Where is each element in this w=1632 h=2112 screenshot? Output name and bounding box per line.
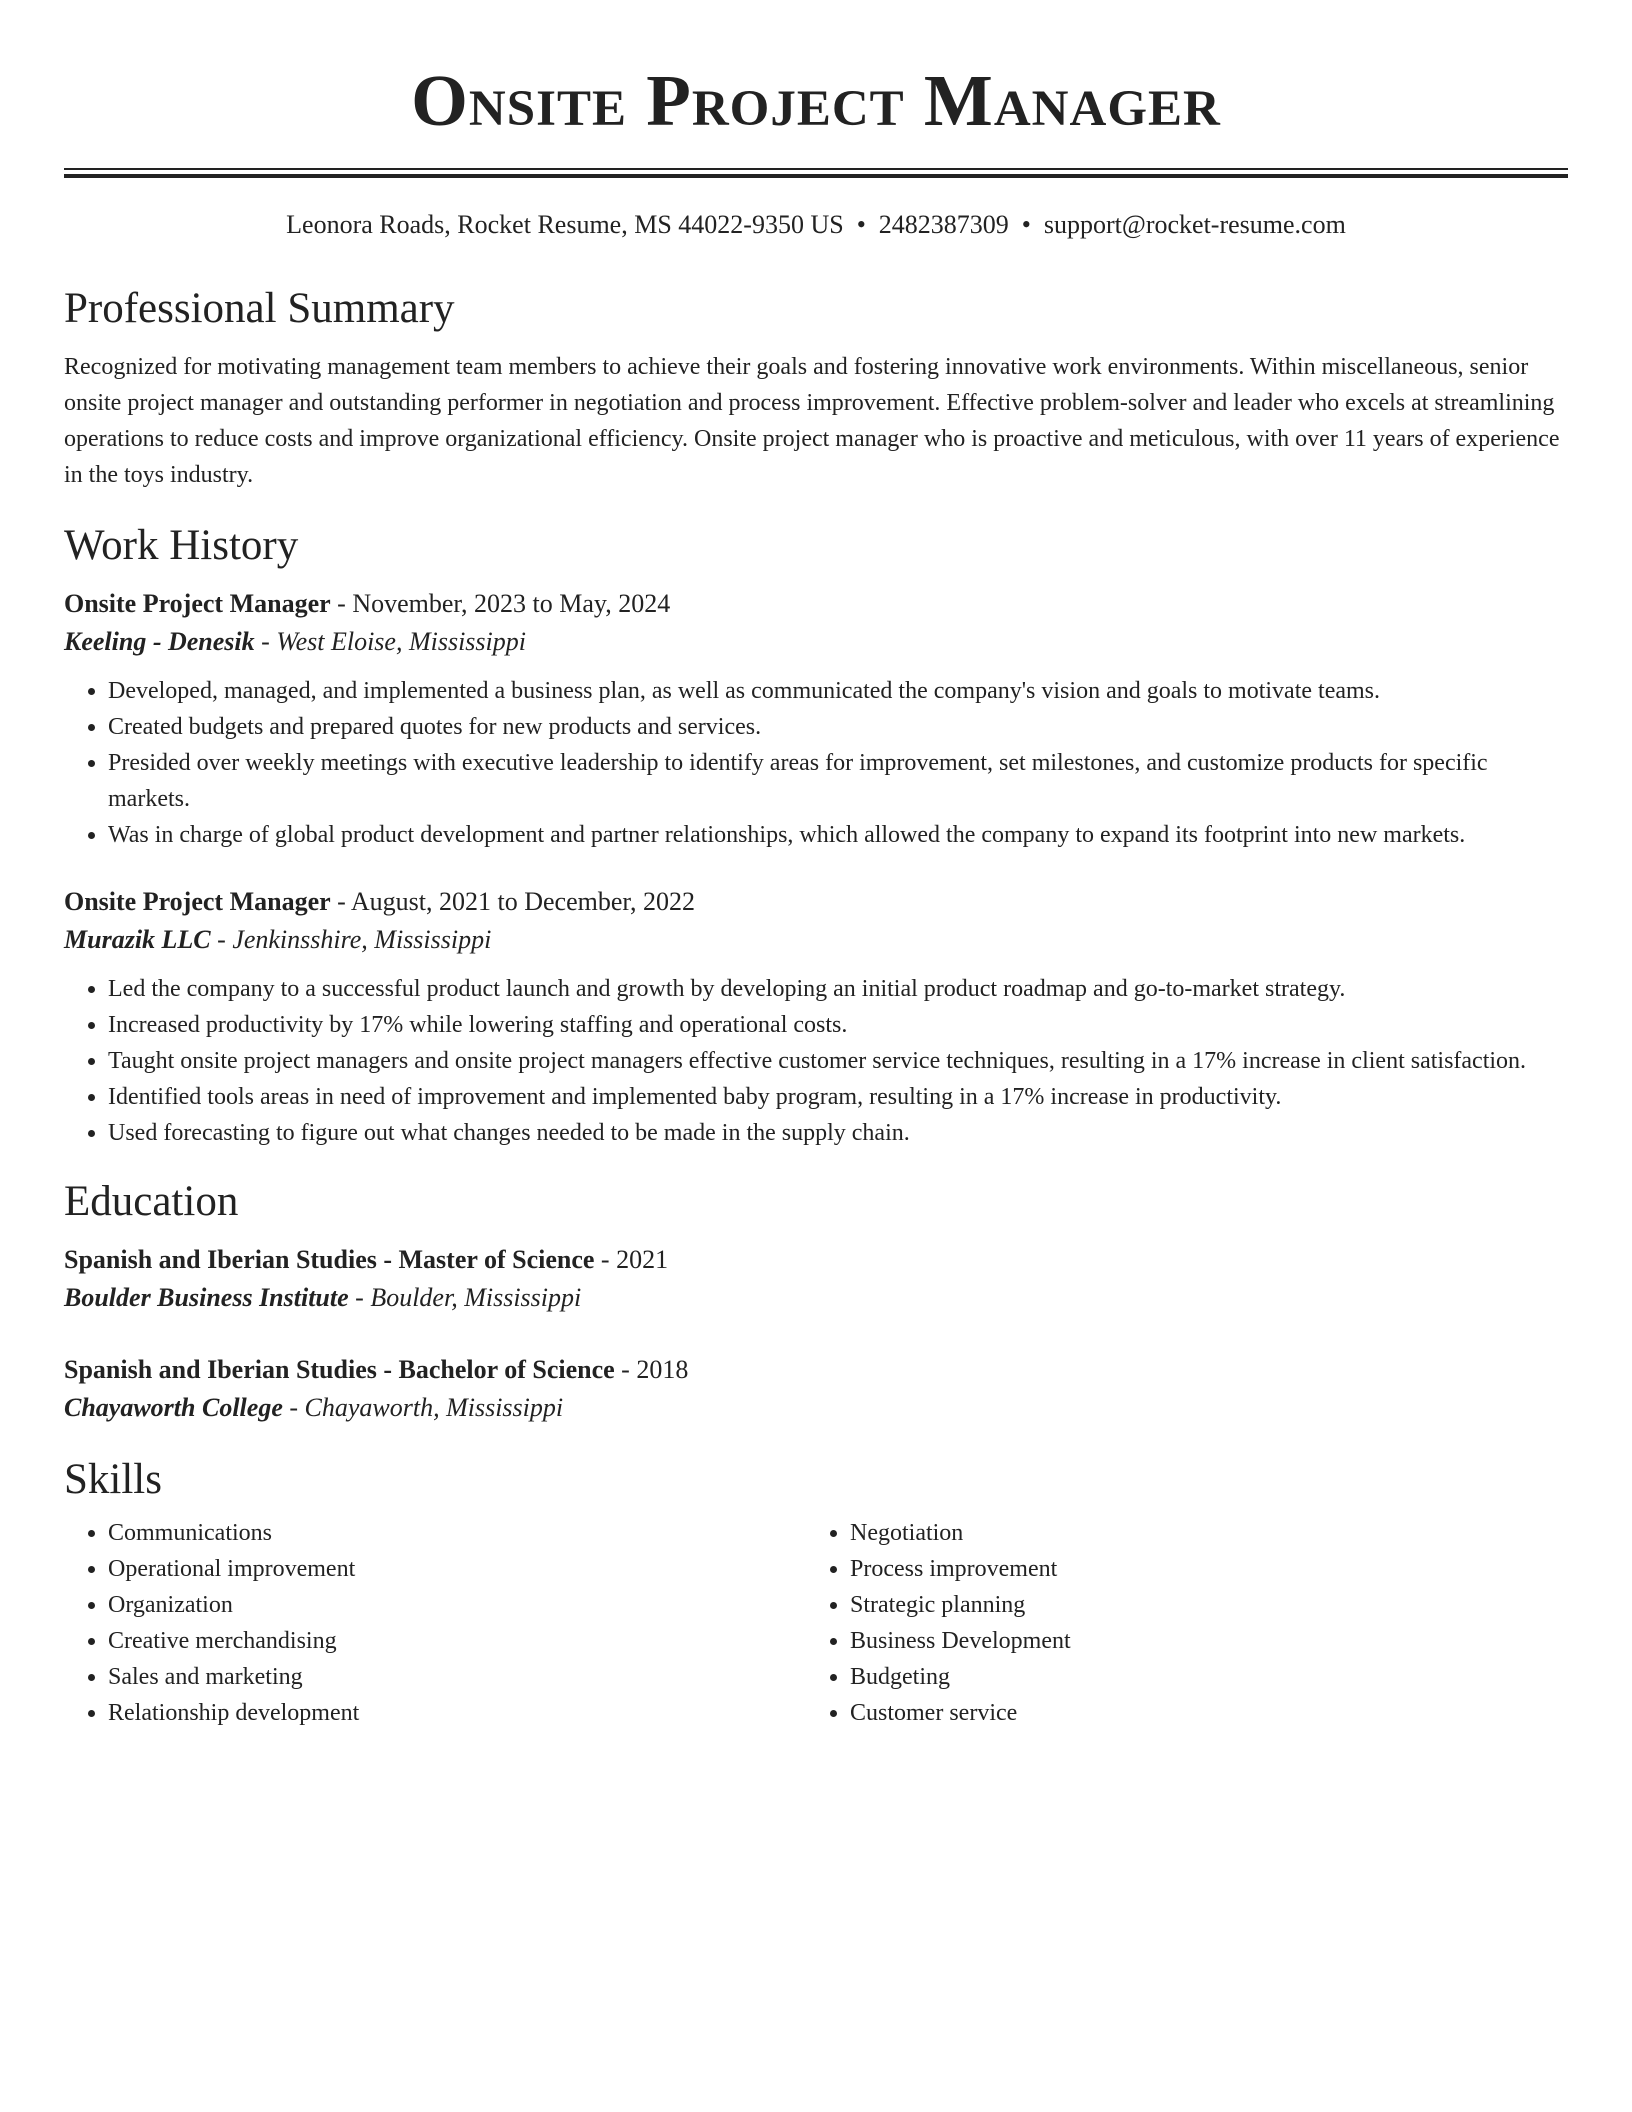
skill-item: • Budgeting [850,1659,1548,1695]
job-dates: - August, 2021 to December, 2022 [330,887,695,916]
job-employer [64,623,1568,661]
job-role: Onsite Project Manager [64,589,331,618]
skills-list-left [64,1515,806,1731]
section-title-summary: Professional Summary [64,285,455,332]
skill-item: • Negotiation [850,1515,1548,1551]
job-location: - Jenkinsshire, Mississippi [210,925,492,954]
education-year: - 2018 [614,1355,689,1384]
job-entry [64,883,1568,1151]
skill-item: • Creative merchandising [108,1623,806,1659]
skill-item: • Relationship development [108,1695,806,1731]
education-school: Boulder Business Institute [64,1283,349,1312]
skill-item: • Operational improvement [108,1551,806,1587]
section-title-work-history: Work History [64,522,299,569]
job-bullet: • Presided over weekly meetings with executive leadership to identify areas for improvement, set milestones, and customize products for specific markets. [108,745,1568,817]
skill-item: • Strategic planning [850,1587,1548,1623]
job-company: Keeling - Denesik [64,627,255,656]
job-role: Onsite Project Manager [64,887,331,916]
summary-text: Recognized for motivating management team members to achieve their goals and fostering innovative work environments. Within miscellaneous, senior onsite project manager and outstanding performer in negotiation and process improvement. Effective problem-solver and leader who excels at streamlining operations to reduce costs and improve organizational efficiency. Onsite project manager who is proactive and meticulous, with over 11 years of experience in the toys industry. [64,354,1560,488]
skill-item: • Business Development [850,1623,1548,1659]
education-entry [64,1241,1568,1317]
skills-columns [64,1515,1568,1731]
section-title-skills: Skills [64,1456,162,1503]
job-bullet: • Used forecasting to figure out what changes needed to be made in the supply chain. [108,1115,1568,1151]
education-school-line [64,1279,1568,1317]
skill-item: • Organization [108,1587,806,1623]
header-divider [64,168,1568,178]
job-location: - West Eloise, Mississippi [254,627,526,656]
job-company: Murazik LLC [64,925,211,954]
job-bullet: • Increased productivity by 17% while lowering staffing and operational costs. [108,1007,1568,1043]
education-entry [64,1351,1568,1427]
education-degree: Spanish and Iberian Studies - Master of Science [64,1245,595,1274]
job-bullet: • Identified tools areas in need of improvement and implemented baby program, resulting in a 17% increase in productivity. [108,1079,1568,1115]
contact-separator: • [1021,210,1031,239]
job-employer [64,921,1568,959]
skill-item: • Communications [108,1515,806,1551]
job-entry [64,585,1568,853]
job-header [64,883,1568,921]
education-header [64,1241,1568,1279]
education-location: - Chayaworth, Mississippi [282,1393,564,1422]
job-bullets [64,971,1568,1151]
education-school: Chayaworth College [64,1393,283,1422]
contact-email: support@rocket-resume.com [1043,210,1346,239]
job-header [64,585,1568,623]
contact-separator: • [856,210,866,239]
skill-item: • Process improvement [850,1551,1548,1587]
job-bullet: • Taught onsite project managers and onsite project managers effective customer service techniques, resulting in a 17% increase in client satisfaction. [108,1043,1568,1079]
skill-item: • Sales and marketing [108,1659,806,1695]
job-bullet: • Developed, managed, and implemented a business plan, as well as communicated the company's vision and goals to motivate teams. [108,673,1568,709]
education-school-line [64,1389,1568,1427]
job-bullet: • Was in charge of global product development and partner relationships, which allowed the company to expand its footprint into new markets. [108,817,1568,853]
skills-list-right [806,1515,1548,1731]
job-dates: - November, 2023 to May, 2024 [330,589,671,618]
resume-title: Onsite Project Manager [411,60,1221,141]
contact-phone: 2482387309 [878,210,1009,239]
education-year: - 2021 [594,1245,669,1274]
job-bullets [64,673,1568,853]
job-bullet: • Led the company to a successful product launch and growth by developing an initial product roadmap and go-to-market strategy. [108,971,1568,1007]
contact-address: Leonora Roads, Rocket Resume, MS 44022-9350 US [286,210,844,239]
education-header [64,1351,1568,1389]
job-bullet: • Created budgets and prepared quotes for new products and services. [108,709,1568,745]
skill-item: • Customer service [850,1695,1548,1731]
section-title-education: Education [64,1178,239,1225]
education-degree: Spanish and Iberian Studies - Bachelor of Science [64,1355,615,1384]
contact-line [64,208,1568,242]
education-location: - Boulder, Mississippi [348,1283,582,1312]
